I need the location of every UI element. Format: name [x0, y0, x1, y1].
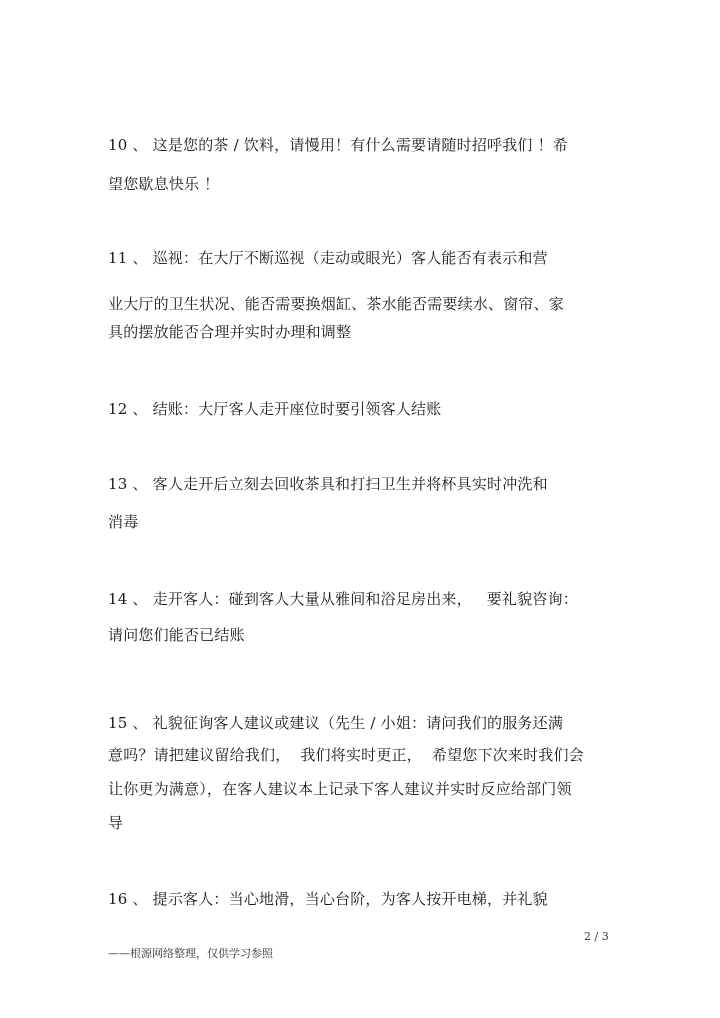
item-11-line-2: 业大厅的卫生状况、能否需要换烟缸、茶水能否需要续水、窗帘、家 [108, 295, 565, 313]
item-14-line-1: 14 、 走开客人：碰到客人大量从雅间和浴足房出来， 要礼貌咨询： [108, 590, 578, 608]
item-13-line-1: 13 、 客人走开后立刻去回收茶具和打扫卫生并将杯具实时冲洗和 [108, 475, 548, 493]
item-15-line-2: 意吗？请把建议留给我们， 我们将实时更正， 希望您下次来时我们会 [108, 746, 584, 764]
item-11-line-3: 具的摆放能否合理并实时办理和调整 [108, 323, 352, 341]
item-10-line-1: 10 、 这是您的茶 / 饮料，请慢用！有什么需要请随时招呼我们 ！希 [108, 136, 568, 154]
item-15-line-3: 让你更为满意），在客人建议本上记录下客人建议并实时反应给部门领 [108, 780, 572, 798]
item-15-line-4: 导 [108, 814, 124, 832]
item-11-line-1: 11 、 巡视：在大厅不断巡视（走动或眼光）客人能否有表示和营 [108, 249, 548, 267]
item-16-line-1: 16 、 提示客人：当心地滑，当心台阶，为客人按开电梯，并礼貌 [108, 890, 548, 908]
item-13-line-2: 消毒 [108, 513, 139, 531]
item-10-line-2: 望您歇息快乐 ！ [108, 175, 220, 193]
item-12-line-1: 12 、 结账：大厅客人走开座位时要引领客人结账 [108, 400, 442, 418]
item-14-line-2: 请问您们能否已结账 [108, 626, 245, 644]
page-number: 2 / 3 [584, 930, 609, 943]
footer-note: ——根源网络整理，仅供学习参照 [108, 947, 273, 960]
item-15-line-1: 15 、 礼貌征询客人建议或建议（先生 / 小姐：请问我们的服务还满 [108, 714, 564, 732]
